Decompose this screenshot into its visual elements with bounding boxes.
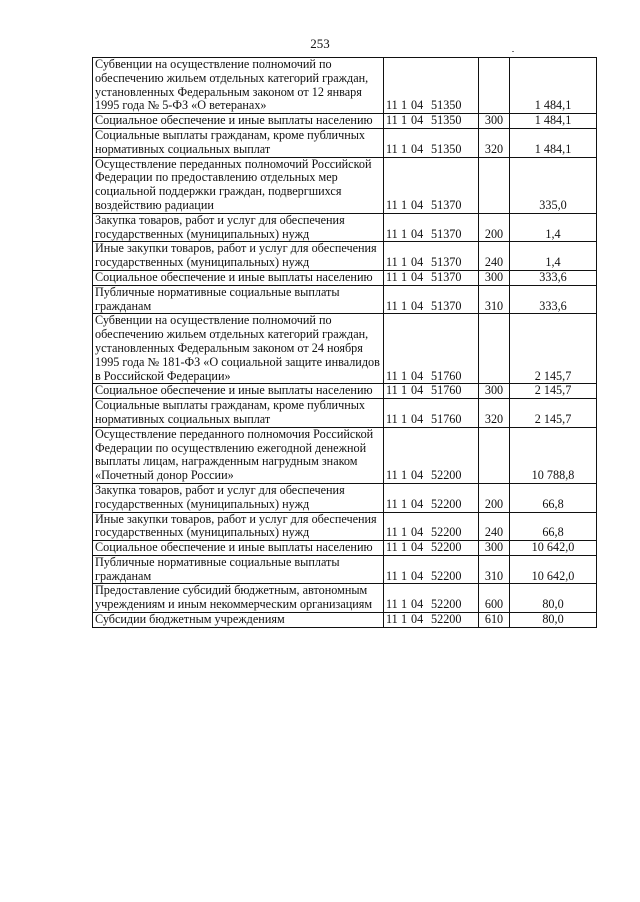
row-name: Публичные нормативные социальные выплаты гражданам	[93, 285, 384, 314]
table-row	[93, 114, 597, 129]
row-expense-type: 240	[479, 242, 510, 271]
code-part-4: 52200	[431, 612, 462, 627]
code-part-4: 51370	[431, 255, 462, 270]
row-name: Субвенции на осуществление полномочий по обеспечению жильем отдельных категорий граждан, установленных Федеральным законом от 24 ноября 1995 года № 181-ФЗ «О социальной защите инвалидов в Российской Федерации»	[93, 314, 384, 384]
code-part-2: 1	[401, 141, 408, 156]
code-part-2: 1	[401, 597, 408, 612]
code-part-2: 1	[401, 269, 408, 284]
row-name: Осуществление переданных полномочий Российской Федерации по предоставлению отдельных мер социальной поддержки граждан, подвергшихся воздействию радиации	[93, 157, 384, 213]
code-part-4: 51350	[431, 113, 462, 128]
row-name: Социальные выплаты гражданам, кроме публичных нормативных социальных выплат	[93, 128, 384, 157]
row-name: Иные закупки товаров, работ и услуг для обеспечения государственных (муниципальных) нужд	[93, 242, 384, 271]
row-amount: 2 145,7	[510, 314, 597, 384]
code-part-1: 11	[386, 141, 398, 156]
row-code	[384, 384, 479, 399]
code-part-3: 04	[411, 98, 424, 113]
code-part-4: 51760	[431, 368, 462, 383]
code-part-2: 1	[401, 411, 408, 426]
code-part-3: 04	[411, 496, 424, 511]
row-name: Осуществление переданного полномочия Российской Федерации по осуществлению ежегодной денежной выплаты лицам, награжденным нагрудным знаком «Почетный донор России»	[93, 427, 384, 483]
row-name: Социальное обеспечение и иные выплаты населению	[93, 541, 384, 556]
code-part-3: 04	[411, 113, 424, 128]
row-amount: 333,6	[510, 285, 597, 314]
table-row	[93, 285, 597, 314]
table-row	[93, 213, 597, 242]
row-amount: 1 484,1	[510, 58, 597, 114]
row-expense-type	[479, 314, 510, 384]
code-part-2: 1	[401, 612, 408, 627]
row-amount: 1,4	[510, 242, 597, 271]
row-code	[384, 213, 479, 242]
row-expense-type	[479, 157, 510, 213]
row-name: Предоставление субсидий бюджетным, автономным учреждениям и иным некоммерческим организациям	[93, 584, 384, 613]
code-part-3: 04	[411, 141, 424, 156]
code-part-1: 11	[386, 298, 398, 313]
row-code	[384, 128, 479, 157]
row-code	[384, 584, 479, 613]
row-expense-type: 300	[479, 384, 510, 399]
row-expense-type: 320	[479, 128, 510, 157]
code-part-3: 04	[411, 255, 424, 270]
row-expense-type: 200	[479, 483, 510, 512]
page-number: 253	[310, 36, 330, 51]
code-part-2: 1	[401, 540, 408, 555]
code-part-4: 51760	[431, 383, 462, 398]
code-part-2: 1	[401, 383, 408, 398]
code-part-1: 11	[386, 383, 398, 398]
code-part-3: 04	[411, 597, 424, 612]
code-part-1: 11	[386, 468, 398, 483]
row-expense-type: 300	[479, 114, 510, 129]
code-part-2: 1	[401, 468, 408, 483]
row-expense-type: 320	[479, 399, 510, 428]
row-amount: 2 145,7	[510, 384, 597, 399]
code-part-1: 11	[386, 540, 398, 555]
table-row	[93, 584, 597, 613]
row-amount: 1 484,1	[510, 128, 597, 157]
code-part-3: 04	[411, 226, 424, 241]
code-part-4: 52200	[431, 568, 462, 583]
code-part-4: 52200	[431, 496, 462, 511]
table-row	[93, 314, 597, 384]
table-row	[93, 512, 597, 541]
table-row	[93, 242, 597, 271]
row-code	[384, 427, 479, 483]
row-name: Закупка товаров, работ и услуг для обеспечения государственных (муниципальных) нужд	[93, 213, 384, 242]
code-part-2: 1	[401, 226, 408, 241]
code-part-3: 04	[411, 269, 424, 284]
table-row	[93, 541, 597, 556]
code-part-1: 11	[386, 496, 398, 511]
row-name: Публичные нормативные социальные выплаты гражданам	[93, 555, 384, 584]
table-row	[93, 58, 597, 114]
code-part-1: 11	[386, 612, 398, 627]
row-amount: 333,6	[510, 270, 597, 285]
table-row	[93, 270, 597, 285]
code-part-2: 1	[401, 368, 408, 383]
row-amount: 10 642,0	[510, 555, 597, 584]
code-part-1: 11	[386, 98, 398, 113]
row-code	[384, 541, 479, 556]
code-part-4: 51350	[431, 98, 462, 113]
code-part-1: 11	[386, 568, 398, 583]
code-part-4: 51760	[431, 411, 462, 426]
code-part-3: 04	[411, 298, 424, 313]
code-part-4: 51370	[431, 197, 462, 212]
row-name: Социальное обеспечение и иные выплаты населению	[93, 114, 384, 129]
code-part-1: 11	[386, 269, 398, 284]
row-expense-type: 310	[479, 555, 510, 584]
row-amount: 335,0	[510, 157, 597, 213]
code-part-3: 04	[411, 525, 424, 540]
table-row	[93, 399, 597, 428]
row-amount: 10 788,8	[510, 427, 597, 483]
budget-table-body	[93, 58, 597, 628]
row-expense-type: 300	[479, 270, 510, 285]
row-name: Субсидии бюджетным учреждениям	[93, 613, 384, 628]
scan-speck	[512, 51, 514, 52]
row-expense-type	[479, 427, 510, 483]
code-part-1: 11	[386, 226, 398, 241]
row-name: Закупка товаров, работ и услуг для обеспечения государственных (муниципальных) нужд	[93, 483, 384, 512]
table-row	[93, 483, 597, 512]
row-expense-type: 600	[479, 584, 510, 613]
code-part-1: 11	[386, 525, 398, 540]
row-expense-type: 300	[479, 541, 510, 556]
code-part-3: 04	[411, 368, 424, 383]
row-expense-type: 240	[479, 512, 510, 541]
row-code	[384, 157, 479, 213]
code-part-4: 51370	[431, 269, 462, 284]
row-expense-type: 310	[479, 285, 510, 314]
code-part-3: 04	[411, 197, 424, 212]
row-amount: 1,4	[510, 213, 597, 242]
table-row	[93, 157, 597, 213]
row-code	[384, 613, 479, 628]
code-part-1: 11	[386, 597, 398, 612]
budget-table	[92, 57, 597, 628]
code-part-4: 51350	[431, 141, 462, 156]
code-part-2: 1	[401, 98, 408, 113]
row-amount: 10 642,0	[510, 541, 597, 556]
row-code	[384, 242, 479, 271]
row-amount: 66,8	[510, 512, 597, 541]
row-name: Социальное обеспечение и иные выплаты населению	[93, 384, 384, 399]
code-part-4: 52200	[431, 525, 462, 540]
table-row	[93, 384, 597, 399]
row-amount: 1 484,1	[510, 114, 597, 129]
code-part-2: 1	[401, 298, 408, 313]
code-part-1: 11	[386, 368, 398, 383]
code-part-4: 51370	[431, 226, 462, 241]
table-row	[93, 427, 597, 483]
table-row	[93, 128, 597, 157]
row-code	[384, 270, 479, 285]
code-part-3: 04	[411, 411, 424, 426]
row-name: Социальные выплаты гражданам, кроме публичных нормативных социальных выплат	[93, 399, 384, 428]
code-part-1: 11	[386, 411, 398, 426]
code-part-2: 1	[401, 525, 408, 540]
code-part-3: 04	[411, 383, 424, 398]
row-code	[384, 512, 479, 541]
row-amount: 80,0	[510, 584, 597, 613]
row-amount: 2 145,7	[510, 399, 597, 428]
row-name: Иные закупки товаров, работ и услуг для обеспечения государственных (муниципальных) нужд	[93, 512, 384, 541]
row-expense-type: 200	[479, 213, 510, 242]
row-amount: 80,0	[510, 613, 597, 628]
row-code	[384, 399, 479, 428]
row-code	[384, 314, 479, 384]
row-code	[384, 285, 479, 314]
row-code	[384, 58, 479, 114]
code-part-3: 04	[411, 468, 424, 483]
code-part-2: 1	[401, 496, 408, 511]
code-part-4: 51370	[431, 298, 462, 313]
code-part-2: 1	[401, 255, 408, 270]
code-part-3: 04	[411, 540, 424, 555]
row-expense-type: 610	[479, 613, 510, 628]
code-part-1: 11	[386, 113, 398, 128]
row-code	[384, 483, 479, 512]
row-name: Социальное обеспечение и иные выплаты населению	[93, 270, 384, 285]
code-part-4: 52200	[431, 597, 462, 612]
row-expense-type	[479, 58, 510, 114]
code-part-4: 52200	[431, 540, 462, 555]
row-name: Субвенции на осуществление полномочий по обеспечению жильем отдельных категорий граждан, установленных Федеральным законом от 12 января 1995 года № 5-ФЗ «О ветеранах»	[93, 58, 384, 114]
code-part-3: 04	[411, 612, 424, 627]
code-part-3: 04	[411, 568, 424, 583]
code-part-2: 1	[401, 113, 408, 128]
code-part-1: 11	[386, 255, 398, 270]
row-code	[384, 114, 479, 129]
code-part-2: 1	[401, 197, 408, 212]
code-part-1: 11	[386, 197, 398, 212]
row-amount: 66,8	[510, 483, 597, 512]
code-part-2: 1	[401, 568, 408, 583]
table-row	[93, 555, 597, 584]
table-row	[93, 613, 597, 628]
code-part-4: 52200	[431, 468, 462, 483]
row-code	[384, 555, 479, 584]
